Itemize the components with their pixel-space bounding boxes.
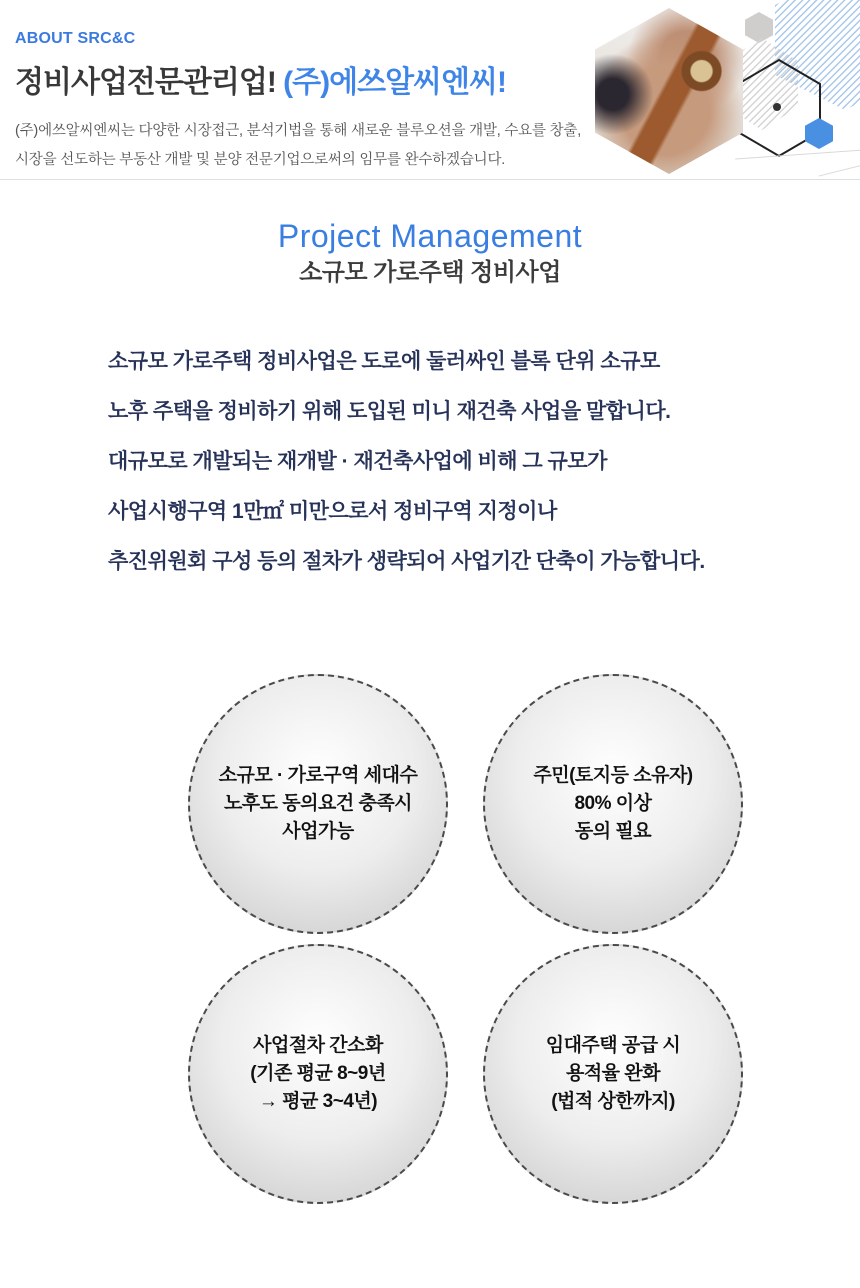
feature-circle-line: 용적율 완화 [565,1063,661,1084]
feature-circle-line: 80% 이상 [574,793,652,814]
section-title-english: Project Management [277,218,583,254]
feature-circle-floor-area-relaxation [483,944,743,1204]
feature-circle-line: (법적 상한까지) [551,1091,675,1112]
paragraph-line: 노후 주택을 정비하기 위해 도입된 미니 재건축 사업을 말합니다. [108,400,671,423]
project-description-paragraph [108,350,860,574]
paragraph-line: 추진위원회 구성 등의 절차가 생략되어 사업기간 단축이 가능합니다. [108,550,705,573]
feature-circles-grid [188,674,743,1204]
header-description-line: 시장을 선도하는 부동산 개발 및 분양 전문기업으로써의 임무를 완수하겠습니다. [15,152,506,168]
header-text-block [0,0,860,175]
page-header [0,0,860,180]
feature-circle-line: 동의 필요 [574,821,652,842]
feature-circle-line: 주민(토지등 소유자) [533,765,693,786]
feature-circle-requirements [188,674,448,934]
header-eyebrow: ABOUT SRC&C [15,30,136,47]
section-title-block [0,218,860,288]
feature-circle-line: 사업절차 간소화 [253,1035,383,1056]
feature-circle-simplified-procedure [188,944,448,1204]
header-title [15,57,860,101]
feature-circle-line: → 평균 3~4년) [258,1091,378,1112]
feature-circle-line: 사업가능 [282,821,354,842]
header-title-dark: 정비사업전문관리업! [15,66,284,99]
paragraph-line: 대규모로 개발되는 재개발 · 재건축사업에 비해 그 규모가 [108,450,607,473]
paragraph-line: 소규모 가로주택 정비사업은 도로에 둘러싸인 블록 단위 소규모 [108,350,660,373]
feature-circle-consent [483,674,743,934]
header-description-line: (주)에쓰알씨엔씨는 다양한 시장접근, 분석기법을 통해 새로운 블루오션을 개발, 수요를 창출, [15,123,582,139]
feature-circle-line: (기존 평균 8~9년 [250,1063,386,1084]
feature-circle-line: 소규모 · 가로구역 세대수 [218,765,418,786]
header-title-blue: (주)에쓰알씨엔씨! [283,66,506,99]
feature-circle-line: 노후도 동의요건 충족시 [223,793,413,814]
feature-circle-line: 임대주택 공급 시 [545,1035,681,1056]
section-title-korean: 소규모 가로주택 정비사업 [299,259,561,286]
paragraph-line: 사업시행구역 1만㎡ 미만으로서 정비구역 지정이나 [108,500,557,523]
header-description [15,117,860,175]
